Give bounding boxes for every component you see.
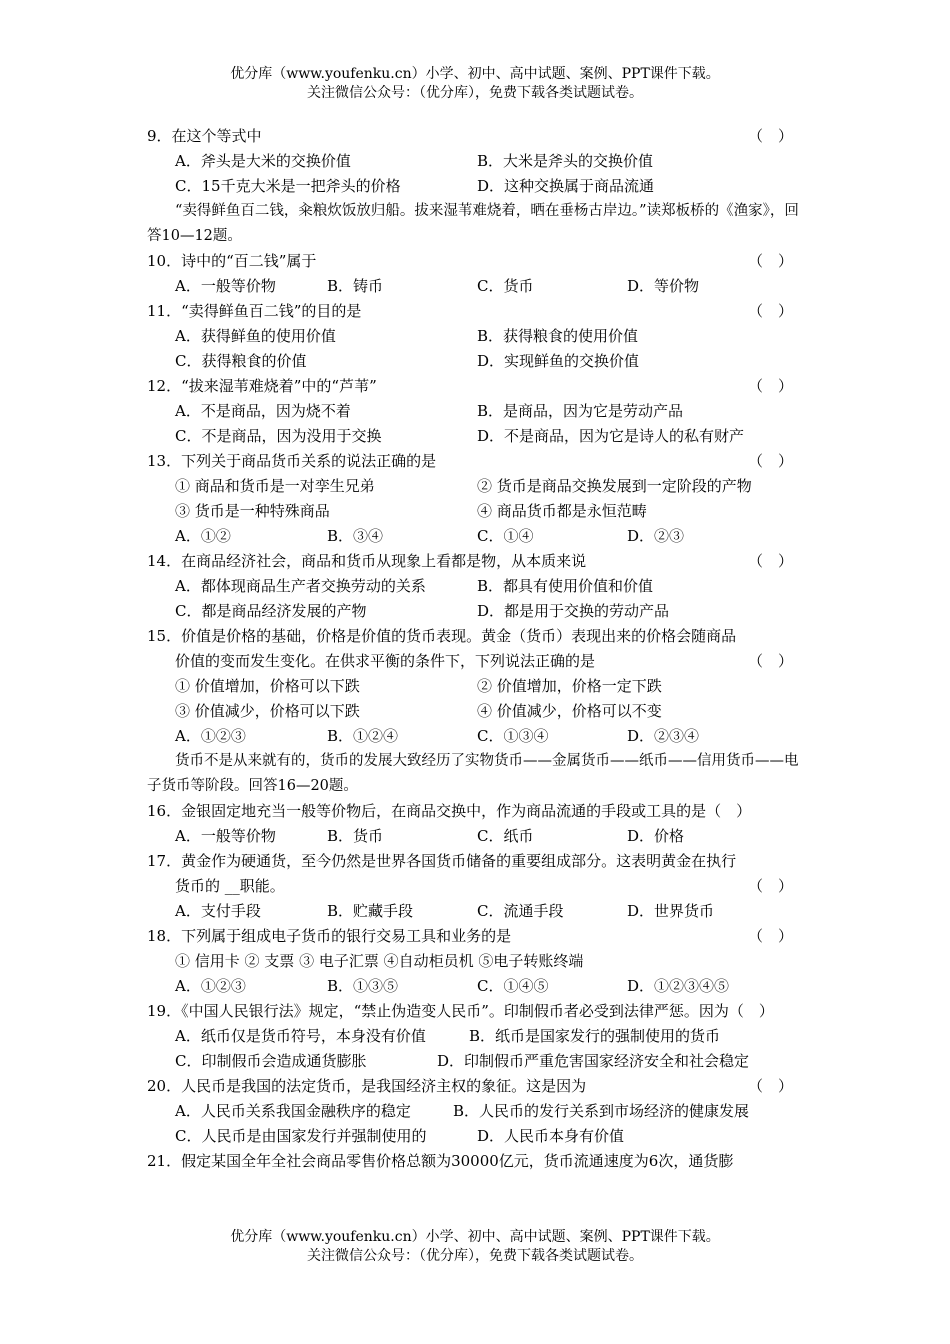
- option-d: D．②③: [627, 527, 685, 545]
- option-c: C．都是商品经济发展的产物: [175, 602, 367, 620]
- option-b: B．贮藏手段: [327, 902, 414, 920]
- question-stem: 12．“拔来湿苇难烧着”中的“芦苇”: [147, 377, 377, 395]
- options-row: [147, 174, 811, 199]
- statement-2: ② 货币是商品交换发展到一定阶段的产物: [477, 477, 752, 495]
- question-stem: 19．《中国人民银行法》规定，“禁止伪造变人民币”。印制假币者必受到法律严惩。因为（ ）: [147, 1002, 774, 1020]
- option-d: D．都是用于交换的劳动产品: [477, 602, 670, 620]
- statement-3: ③ 价值减少，价格可以下跌: [175, 702, 360, 720]
- option-a: A．都体现商品生产者交换劳动的关系: [175, 577, 426, 595]
- option-a: A．一般等价物: [175, 827, 276, 845]
- question-stem: 9．在这个等式中: [147, 127, 262, 145]
- question-stem: 货币的 __职能。: [175, 877, 285, 895]
- option-b: B．纸币是国家发行的强制使用的货币: [469, 1027, 721, 1045]
- statement-2: ② 价值增加，价格一定下跌: [477, 677, 662, 695]
- option-c: C．不是商品，因为没用于交换: [175, 427, 382, 445]
- option-a: A．一般等价物: [175, 277, 276, 295]
- answer-blank: （ ）: [747, 252, 793, 270]
- option-d: D．①②③④⑤: [627, 977, 730, 995]
- statement-1: ① 价值增加，价格可以下跌: [175, 677, 360, 695]
- answer-blank: （ ）: [747, 652, 793, 670]
- question-stem: 13．下列关于商品货币关系的说法正确的是: [147, 452, 437, 470]
- option-d: D．印制假币严重危害国家经济安全和社会稳定: [437, 1052, 750, 1070]
- options-row: [147, 1099, 811, 1124]
- option-c: C．流通手段: [477, 902, 564, 920]
- question-content: [147, 124, 811, 1174]
- option-b: B．大米是斧头的交换价值: [477, 152, 654, 170]
- option-c: C．①③④: [477, 727, 549, 745]
- passage-paragraph: 货币不是从来就有的，货币的发展大致经历了实物货币——金属货币——纸币——信用货币——电子货币等阶段。回答16—20题。: [147, 753, 799, 794]
- option-d: D．人民币本身有价值: [477, 1127, 625, 1145]
- option-c: C．人民币是由国家发行并强制使用的: [175, 1127, 427, 1145]
- question-stem: 20．人民币是我国的法定货币，是我国经济主权的象征。这是因为: [147, 1077, 587, 1095]
- question-stem-continued: [147, 649, 811, 674]
- answer-blank: （ ）: [747, 452, 793, 470]
- answer-blank: （ ）: [747, 377, 793, 395]
- question-9: [147, 124, 811, 149]
- header-line-1: 优分库（www.youfenku.cn）小学、初中、高中试题、案例、PPT课件下载。: [230, 66, 720, 82]
- option-d: D．这种交换属于商品流通: [477, 177, 655, 195]
- question-stem: 14．在商品经济社会，商品和货币从现象上看都是物，从本质来说: [147, 552, 587, 570]
- footer-line-1: 优分库（www.youfenku.cn）小学、初中、高中试题、案例、PPT课件下载。: [230, 1229, 720, 1245]
- options-row: [147, 1024, 811, 1049]
- answer-blank: （ ）: [747, 127, 793, 145]
- question-stem: 21．假定某国全年全社会商品零售价格总额为30000亿元，货币流通速度为6次，通货膨: [147, 1152, 734, 1170]
- option-c: C．获得粮食的价值: [175, 352, 307, 370]
- options-row: [147, 274, 811, 299]
- question-20: [147, 1074, 811, 1099]
- option-a: A．获得鲜鱼的使用价值: [175, 327, 336, 345]
- header-line-2: 关注微信公众号：（优分库），免费下载各类试题试卷。: [307, 85, 643, 101]
- options-row: [147, 574, 811, 599]
- option-b: B．是商品，因为它是劳动产品: [477, 402, 684, 420]
- question-stem: 10．诗中的“百二钱”属于: [147, 252, 317, 270]
- option-a: A．斧头是大米的交换价值: [175, 152, 351, 170]
- question-stem-continued: [147, 874, 811, 899]
- option-b: B．①③⑤: [327, 977, 399, 995]
- option-c: C．印制假币会造成通货膨胀: [175, 1052, 367, 1070]
- option-a: A．人民币关系我国金融秩序的稳定: [175, 1102, 411, 1120]
- option-b: B．货币: [327, 827, 384, 845]
- answer-blank: （ ）: [747, 552, 793, 570]
- option-c: C．货币: [477, 277, 534, 295]
- options-row: [147, 349, 811, 374]
- options-row: [147, 899, 811, 924]
- options-row: [147, 724, 811, 749]
- option-b: B．铸币: [327, 277, 384, 295]
- options-row: [147, 424, 811, 449]
- statements-row: [147, 674, 811, 699]
- answer-blank: （ ）: [747, 877, 793, 895]
- option-b: B．③④: [327, 527, 384, 545]
- options-row: [147, 524, 811, 549]
- page-header: [0, 65, 950, 103]
- options-row: [147, 1124, 811, 1149]
- question-18: [147, 924, 811, 949]
- answer-blank: （ ）: [747, 302, 793, 320]
- options-row: [147, 974, 811, 999]
- statement-1: ① 商品和货币是一对孪生兄弟: [175, 477, 375, 495]
- options-row: [147, 324, 811, 349]
- statement-4: ④ 价值减少，价格可以不变: [477, 702, 662, 720]
- footer-line-2: 关注微信公众号：（优分库），免费下载各类试题试卷。: [307, 1248, 643, 1264]
- option-d: D．实现鲜鱼的交换价值: [477, 352, 640, 370]
- option-a: A．纸币仅是货币符号，本身没有价值: [175, 1027, 426, 1045]
- options-row: [147, 599, 811, 624]
- question-13: [147, 449, 811, 474]
- option-b: B．都具有使用价值和价值: [477, 577, 654, 595]
- answer-blank: （ ）: [747, 927, 793, 945]
- option-a: A．①②: [175, 527, 231, 545]
- option-a: A．①②③: [175, 977, 246, 995]
- option-c: C．15千克大米是一把斧头的价格: [175, 177, 401, 195]
- question-stem: 17．黄金作为硬通货，至今仍然是世界各国货币储备的重要组成部分。这表明黄金在执行: [147, 852, 737, 870]
- option-d: D．不是商品，因为它是诗人的私有财产: [477, 427, 745, 445]
- page-footer: [0, 1228, 950, 1266]
- statement-3: ③ 货币是一种特殊商品: [175, 502, 330, 520]
- options-row: [147, 149, 811, 174]
- option-c: C．①④⑤: [477, 977, 549, 995]
- statements-row: [147, 474, 811, 499]
- passage-paragraph: “卖得鲜鱼百二钱，籴粮炊饭放归船。拔来湿苇难烧着，晒在垂杨古岸边。”读郑板桥的《渔家》，回答10—12题。: [147, 203, 799, 244]
- question-16: [147, 799, 811, 824]
- option-a: A．①②③: [175, 727, 246, 745]
- statements-row: [147, 949, 811, 974]
- option-d: D．等价物: [627, 277, 700, 295]
- option-c: C．纸币: [477, 827, 534, 845]
- question-stem: 价值的变而发生变化。在供求平衡的条件下，下列说法正确的是: [175, 652, 596, 670]
- question-stem: 11．“卖得鲜鱼百二钱”的目的是: [147, 302, 362, 320]
- options-row: [147, 399, 811, 424]
- question-12: [147, 374, 811, 399]
- options-row: [147, 824, 811, 849]
- question-11: [147, 299, 811, 324]
- answer-blank: （ ）: [747, 1077, 793, 1095]
- option-d: D．②③④: [627, 727, 700, 745]
- question-stem: 15．价值是价格的基础，价格是价值的货币表现。黄金（货币）表现出来的价格会随商品: [147, 627, 737, 645]
- statements-row: [147, 499, 811, 524]
- statement-4: ④ 商品货币都是永恒范畴: [477, 502, 647, 520]
- question-10: [147, 249, 811, 274]
- question-14: [147, 549, 811, 574]
- question-stem: 18．下列属于组成电子货币的银行交易工具和业务的是: [147, 927, 512, 945]
- options-row: [147, 1049, 811, 1074]
- option-b: B．人民币的发行关系到市场经济的健康发展: [453, 1102, 750, 1120]
- question-21: [147, 1149, 811, 1174]
- option-b: B．①②④: [327, 727, 399, 745]
- option-d: D．价格: [627, 827, 685, 845]
- statement-list: ① 信用卡 ② 支票 ③ 电子汇票 ④自动柜员机 ⑤电子转账终端: [175, 952, 584, 970]
- statements-row: [147, 699, 811, 724]
- option-b: B．获得粮食的使用价值: [477, 327, 639, 345]
- option-a: A．不是商品，因为烧不着: [175, 402, 351, 420]
- question-15: [147, 624, 811, 649]
- option-d: D．世界货币: [627, 902, 715, 920]
- question-17: [147, 849, 811, 874]
- question-19: [147, 999, 811, 1024]
- question-stem: 16．金银固定地充当一般等价物后，在商品交换中，作为商品流通的手段或工具的是（ ）: [147, 802, 752, 820]
- option-c: C．①④: [477, 527, 534, 545]
- option-a: A．支付手段: [175, 902, 261, 920]
